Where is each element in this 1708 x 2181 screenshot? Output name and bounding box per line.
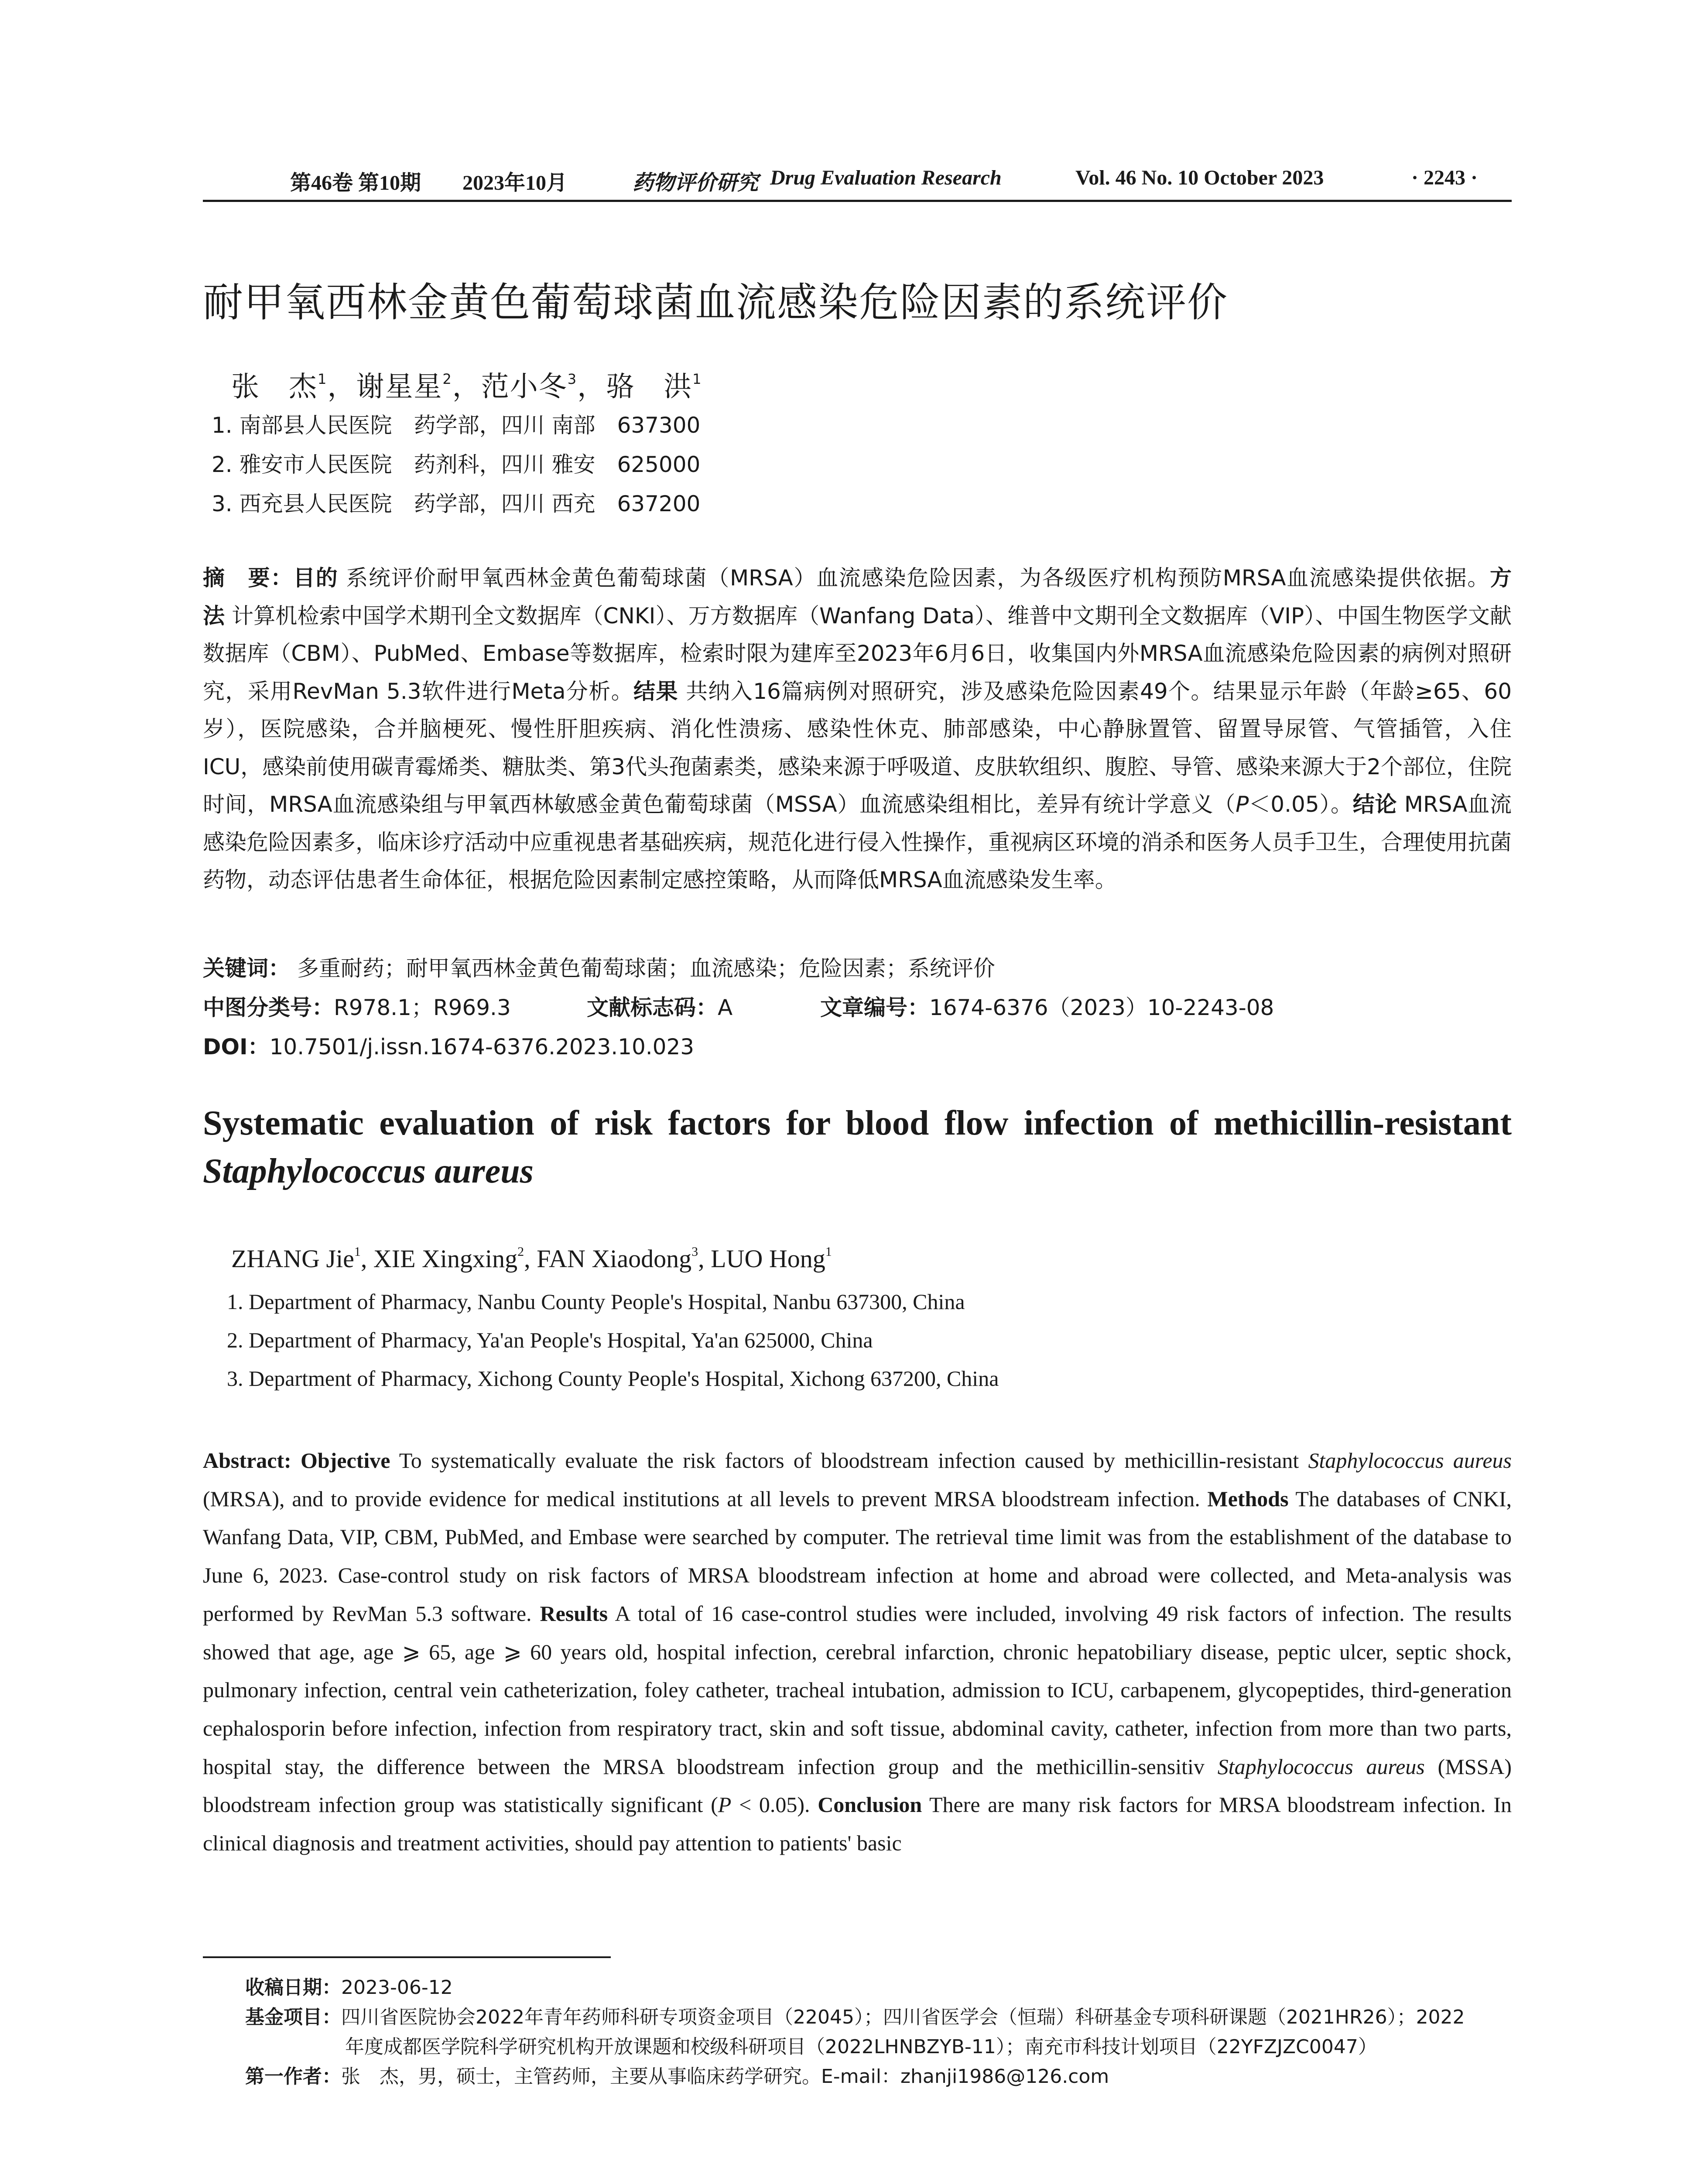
- en-author-sup: 1: [825, 1244, 832, 1259]
- cn-keywords-line: [203, 951, 995, 982]
- en-results-tail: < 0.05).: [739, 1792, 810, 1817]
- en-affiliation: 1. Department of Pharmacy, Nanbu County People's Hospital, Nanbu 637300, China: [227, 1289, 965, 1314]
- en-results: A total of 16 case-control studies were included, involving 49 risk factors of infection. The results showed that age, age ⩾ 65, age ⩾ 60 years old, hospital infection, cerebral infarction, chronic hepatobiliary disease, peptic ulcer, septic shock, pulmonary infection, central vein catheterization, foley catheter, tracheal intubation, admission to ICU, carbapenem, glycopeptides, third-generation cephalosporin before infection, infection from respiratory tract, skin and soft tissue, abdominal cavity, catheter, infection from more than two parts, hospital stay, the difference between the MRSA bloodstream infection group and the methicillin-sensitiv: [203, 1601, 1512, 1779]
- header-page-number: · 2243 ·: [1411, 166, 1478, 189]
- en-author-sep: ,: [360, 1244, 373, 1273]
- cn-keywords: 多重耐药；耐甲氧西林金黄色葡萄球菌；血流感染；危险因素；系统评价: [297, 956, 995, 981]
- footnote-fund-label: 基金项目：: [245, 2006, 341, 2028]
- en-author: ZHANG Jie: [231, 1244, 354, 1273]
- cn-doi-label: DOI：: [203, 1034, 270, 1060]
- cn-author-sup: 1: [692, 371, 702, 387]
- en-methods: The databases of CNKI, Wanfang Data, VIP, CBM, PubMed, and Embase were searched by computer. The retrieval time limit was from the establishment of the database to June 6, 2023. Case-control study on risk factors of MRSA bloodstream infection at home and abroad were collected, and Meta-analysis was performed by RevMan 5.3 software.: [203, 1486, 1512, 1626]
- cn-author-sep: ，: [327, 371, 356, 403]
- cn-author-sup: 3: [567, 371, 578, 387]
- cn-author: 范小冬: [481, 371, 568, 403]
- en-title-species: Staphylococcus aureus: [203, 1152, 534, 1190]
- header-volume-cn: 第46卷 第10期: [290, 171, 421, 195]
- cn-author-sep: ，: [452, 371, 481, 403]
- cn-affiliation: 3. 西充县人民医院 药学部，四川 西充 637200: [212, 491, 701, 516]
- cn-objective: 系统评价耐甲氧西林金黄色葡萄球菌（MRSA）血流感染危险因素，为各级医疗机构预防MRSA血流感染提供依据。: [346, 565, 1490, 591]
- footnote-received-date: 2023-06-12: [341, 1976, 453, 1999]
- en-author-sep: ,: [698, 1244, 711, 1273]
- en-conclusion-label: Conclusion: [818, 1792, 922, 1817]
- cn-author: 骆 洪: [606, 371, 693, 403]
- footnote-fund-line1: 四川省医院协会2022年青年药师科研专项资金项目（22045）；四川省医学会（恒瑞）科研基金专项科研课题（2021HR26）；2022: [341, 2006, 1465, 2028]
- en-author-sup: 1: [354, 1244, 361, 1259]
- cn-clc-label: 中图分类号：: [203, 995, 334, 1020]
- en-results-mid: (MSSA) bloodstream infection group was statistically significant (: [203, 1754, 1512, 1817]
- en-results-label: Results: [540, 1601, 608, 1626]
- cn-affiliation: 2. 雅安市人民医院 药剂科，四川 雅安 625000: [212, 452, 701, 477]
- footnote-fund-line2: 年度成都医学院科学研究机构开放课题和校级科研项目（2022LHNBZYB-11）；南充市科技计划项目（22YFZJZC0047）: [345, 2036, 1377, 2058]
- en-author: FAN Xiaodong: [537, 1244, 692, 1273]
- cn-author: 张 杰: [231, 371, 318, 403]
- header-journal-cn: 药物评价研究: [633, 171, 759, 195]
- en-authors: [231, 1244, 832, 1273]
- en-affiliation: 2. Department of Pharmacy, Ya'an People's Hospital, Ya'an 625000, China: [227, 1328, 873, 1352]
- footnote-first-author: [245, 2062, 1109, 2092]
- running-header: [203, 166, 1512, 201]
- header-rule: [203, 200, 1512, 202]
- cn-clc: R978.1；R969.3: [334, 995, 511, 1020]
- cn-article: 1674-6376（2023）10-2243-08: [929, 995, 1274, 1020]
- footnote-author-label: 第一作者：: [245, 2065, 341, 2088]
- en-author-sep: ,: [524, 1244, 537, 1273]
- en-objective-label: Objective: [300, 1448, 390, 1473]
- en-objective-tail: (MRSA), and to provide evidence for medical institutions at all levels to prevent MRSA bloodstream infection.: [203, 1486, 1200, 1511]
- footnote-received: [245, 1973, 453, 2003]
- cn-doccode: A: [718, 995, 733, 1020]
- header-volume-en: Vol. 46 No. 10 October 2023: [1075, 166, 1324, 189]
- en-results-species: Staphylococcus aureus: [1217, 1754, 1425, 1779]
- footnote-received-label: 收稿日期：: [245, 1976, 341, 1999]
- en-author: XIE Xingxing: [373, 1244, 518, 1273]
- cn-author-sup: 2: [442, 371, 452, 387]
- cn-results: 共纳入16篇病例对照研究，涉及感染危险因素49个。结果显示年龄（年龄≥65、60岁），医院感染，合并脑梗死、慢性肝胆疾病、消化性溃疡、感染性休克、肺部感染，中心静脉置管、留置导尿管、气管插管，入住ICU，感染前使用碳青霉烯类、糖肽类、第3代头孢菌素类，感染来源于呼吸道、皮肤软组织、腹腔、导管、感染来源大于2个部位，住院时间，MRSA血流感染组与甲氧西林敏感金黄色葡萄球菌（MSSA）血流感染组相比，差异有统计学意义（: [203, 678, 1512, 817]
- en-objective: To systematically evaluate the risk factors of bloodstream infection caused by methicillin-resistant: [399, 1448, 1299, 1473]
- cn-doi: 10.7501/j.issn.1674-6376.2023.10.023: [269, 1034, 695, 1060]
- footnote-rule: [203, 1956, 611, 1958]
- en-objective-species: Staphylococcus aureus: [1308, 1448, 1512, 1473]
- cn-results-p: P: [1236, 792, 1249, 817]
- cn-doi-line: [203, 1029, 694, 1061]
- en-conclusion: There are many risk factors for MRSA bloodstream infection. In clinical diagnosis and treatment activities, should pay attention to patients' basic: [203, 1792, 1512, 1856]
- en-results-p: P: [718, 1792, 732, 1817]
- cn-methods-label: 方法: [203, 565, 1512, 629]
- cn-title: 耐甲氧西林金黄色葡萄球菌血流感染危险因素的系统评价: [203, 279, 1229, 326]
- footnote-fund: [245, 2003, 1512, 2062]
- cn-objective-label: 目的: [293, 565, 339, 591]
- header-journal-en: Drug Evaluation Research: [770, 166, 1002, 189]
- en-title: [203, 1099, 1512, 1195]
- en-methods-label: Methods: [1207, 1486, 1289, 1511]
- en-abstract-label: Abstract:: [203, 1448, 291, 1473]
- en-affiliation: 3. Department of Pharmacy, Xichong County People's Hospital, Xichong 637200, China: [227, 1366, 999, 1391]
- cn-keywords-label: 关键词：: [203, 956, 290, 981]
- cn-abstract-label: 摘 要：: [203, 565, 294, 591]
- en-author: LUO Hong: [711, 1244, 825, 1273]
- en-author-sup: 2: [517, 1244, 524, 1259]
- cn-doccode-label: 文献标志码：: [587, 995, 718, 1020]
- en-author-sup: 3: [691, 1244, 698, 1259]
- cn-methods: 计算机检索中国学术期刊全文数据库（CNKI）、万方数据库（Wanfang Data）、维普中文期刊全文数据库（VIP）、中国生物医学文献数据库（CBM）、PubMed、Embase等数据库，检索时限为建库至2023年6月6日，收集国内外MRSA血流感染危险因素的病例对照研究，采用RevMan 5.3软件进行Meta分析。: [203, 603, 1512, 704]
- cn-results-label: 结果: [633, 678, 678, 704]
- cn-article-label: 文章编号：: [820, 995, 929, 1020]
- footnote-author: 张 杰，男，硕士，主管药师，主要从事临床药学研究。E-mail：zhanji1986@126.com: [341, 2065, 1109, 2088]
- header-date-cn: 2023年10月: [462, 171, 568, 195]
- cn-author: 谢星星: [356, 371, 443, 403]
- cn-conclusion-label: 结论: [1352, 792, 1397, 817]
- cn-conclusion: MRSA血流感染危险因素多，临床诊疗活动中应重视患者基础疾病，规范化进行侵入性操作，重视病区环境的消杀和医务人员手卫生，合理使用抗菌药物，动态评估患者生命体征，根据危险因素制定感控策略，从而降低MRSA血流感染发生率。: [203, 792, 1512, 892]
- cn-authors: [231, 364, 702, 404]
- cn-affiliation: 1. 南部县人民医院 药学部，四川 南部 637300: [212, 413, 701, 438]
- cn-author-sep: ，: [577, 371, 606, 403]
- en-title-text: Systematic evaluation of risk factors for blood flow infection of methicillin-resistant: [203, 1104, 1512, 1142]
- en-abstract: [203, 1442, 1512, 1863]
- cn-author-sup: 1: [318, 371, 328, 387]
- cn-abstract: [203, 559, 1512, 899]
- cn-results-tail: ＜0.05）。: [1249, 792, 1353, 817]
